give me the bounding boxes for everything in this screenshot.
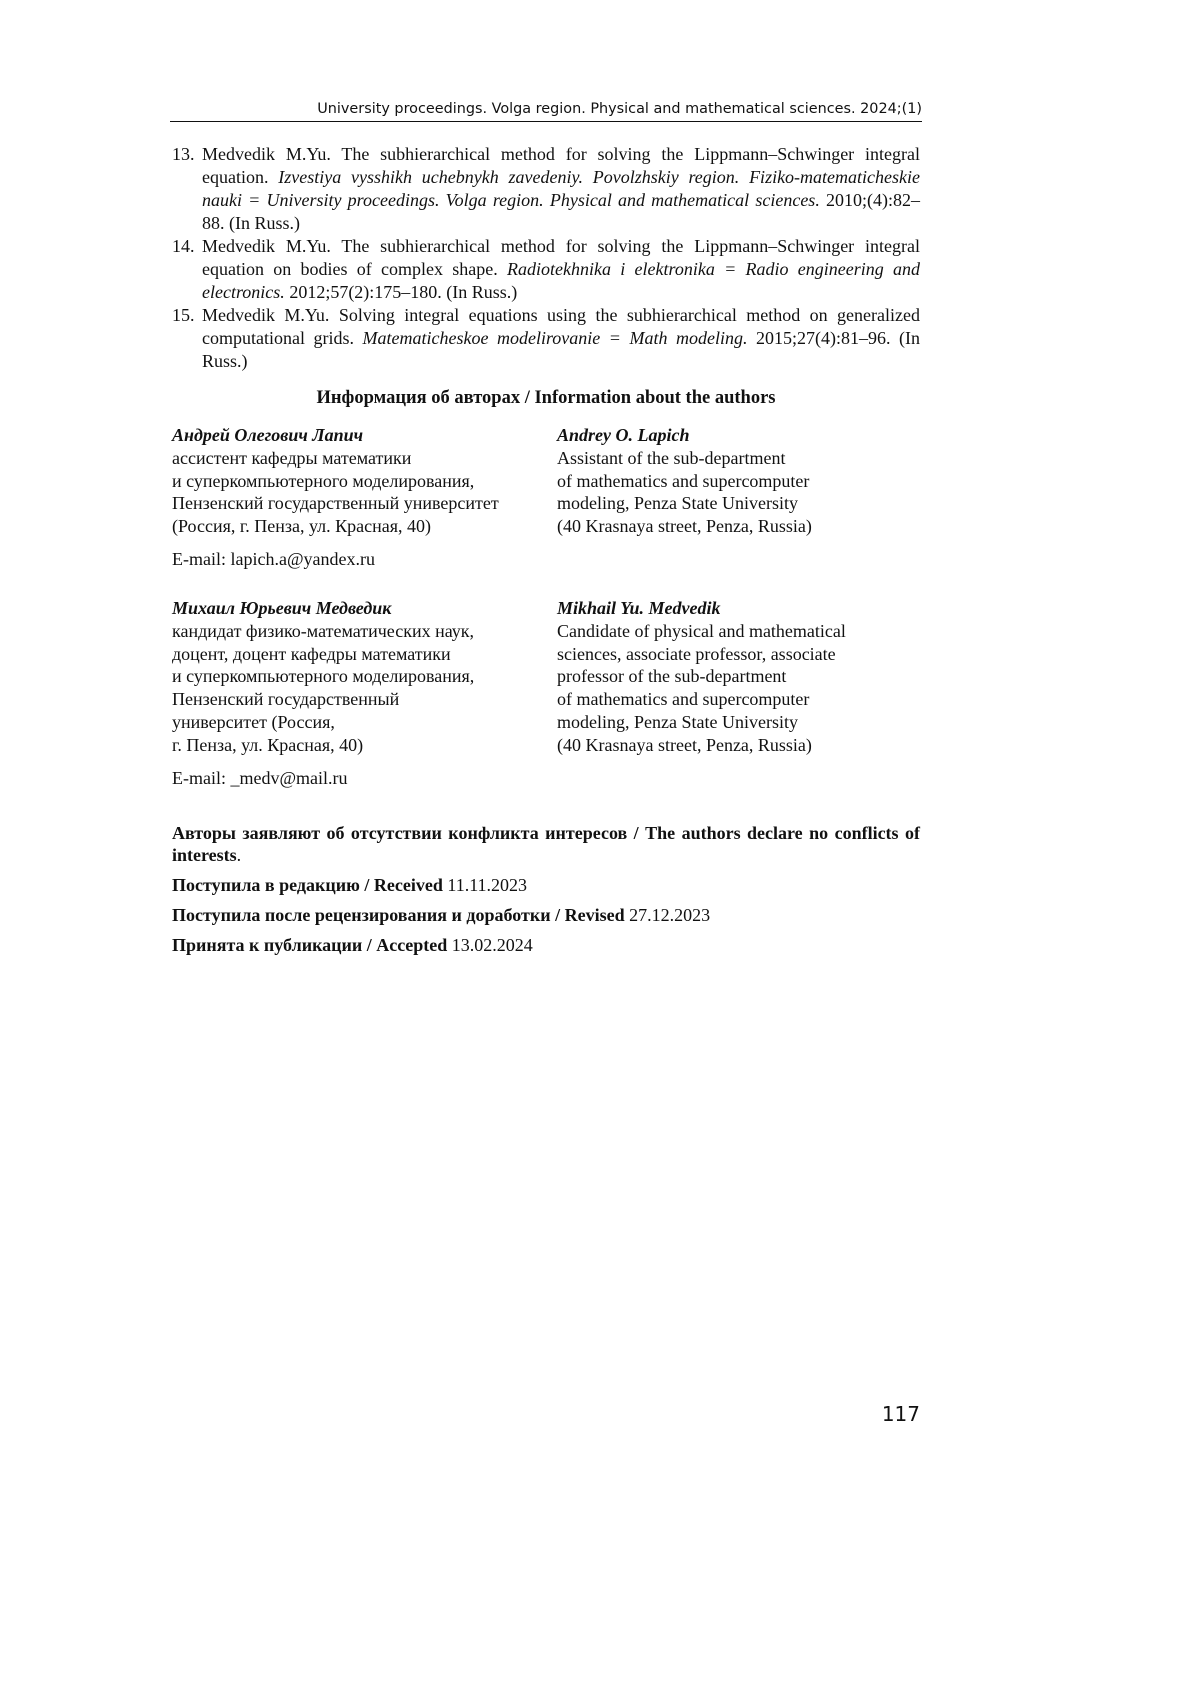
author-2-ru-name: Михаил Юрьевич Медведик — [172, 598, 392, 618]
author-2-email: E-mail: _medv@mail.ru — [172, 767, 348, 788]
author-1-en-line: (40 Krasnaya street, Penza, Russia) — [557, 516, 812, 537]
author-1-email: E-mail: lapich.a@yandex.ru — [172, 548, 376, 569]
author-1-en-line: modeling, Penza State University — [557, 493, 798, 514]
author-2-ru-line: и суперкомпьютерного моделирования, — [172, 666, 475, 687]
author-2-block — [172, 597, 932, 789]
reference-segment: Medvedik M.Yu. Solving integral equations using the subhierarchical method on generalized computational grids. — [202, 305, 920, 348]
author-2-ru-line: доцент, доцент кафедры математики — [172, 643, 451, 664]
reference-segment: 2012;57(2):175–180. (In Russ.) — [284, 282, 518, 302]
page-number: 117 — [881, 1402, 920, 1426]
author-2-en-line: modeling, Penza State University — [557, 711, 798, 732]
reference-number: 13. — [172, 144, 195, 164]
declarations — [172, 822, 920, 964]
received-line — [172, 874, 920, 896]
author-2-en-name: Mikhail Yu. Medvedik — [557, 598, 721, 618]
author-2-en — [557, 597, 917, 757]
author-2-ru — [172, 597, 557, 757]
reference-segment: 2015;27(4):81–96. (In Russ.) — [202, 328, 920, 371]
reference-source: Radiotekhnika i elektronika = Radio engineering and electronics. — [202, 259, 920, 302]
author-1-ru-line: (Россия, г. Пенза, ул. Красная, 40) — [172, 516, 432, 537]
reference-text — [202, 143, 920, 235]
revised-line — [172, 904, 920, 926]
author-1-block — [172, 424, 932, 571]
reference-list — [172, 143, 920, 373]
author-1-ru-name: Андрей Олегович Лапич — [172, 425, 364, 445]
author-2-ru-line: университет (Россия, — [172, 711, 335, 732]
author-1-en-name: Andrey O. Lapich — [557, 425, 690, 445]
author-2-ru-line: Пензенский государственный — [172, 689, 400, 710]
reference-source: Izvestiya vysshikh uchebnykh zavedeniy. Povolzhskiy region. Fiziko-matematicheskie nauki = University proceedings. Volga region. Physical and mathematical sciences. — [202, 167, 921, 210]
accepted-line — [172, 934, 920, 956]
conflict-text: Авторы заявляют об отсутствии конфликта интересов / The authors declare no conflicts of interests — [172, 823, 920, 865]
received-label: Поступила в редакцию / Received — [172, 875, 443, 895]
reference-number: 14. — [172, 236, 195, 256]
conflict-statement — [172, 822, 920, 866]
revised-date: 27.12.2023 — [624, 905, 711, 925]
reference-text — [202, 235, 920, 304]
author-2-ru-line: кандидат физико-математических наук, — [172, 620, 475, 641]
authors-section-title: Информация об авторах / Information about the authors — [316, 388, 776, 408]
reference-segment: Medvedik M.Yu. The subhierarchical method for solving the Lippmann–Schwinger integral equation on bodies of complex shape. — [202, 236, 920, 279]
received-date: 11.11.2023 — [442, 875, 528, 895]
reference-number: 15. — [172, 305, 195, 325]
reference-segment: 2010;(4):82–88. (In Russ.) — [202, 190, 920, 233]
reference-source: Matematicheskoe modelirovanie = Math modeling. — [362, 328, 748, 348]
author-2-en-line: professor of the sub-department — [557, 666, 787, 687]
author-2-en-line: (40 Krasnaya street, Penza, Russia) — [557, 734, 812, 755]
conflict-end: . — [236, 845, 242, 865]
reference-segment: Medvedik M.Yu. The subhierarchical method for solving the Lippmann–Schwinger integral equation. — [202, 144, 920, 187]
reference-item — [172, 235, 920, 304]
reference-item — [172, 143, 920, 235]
author-2-en-line: sciences, associate professor, associate — [557, 643, 836, 664]
author-2-en-line: of mathematics and supercomputer — [557, 689, 810, 710]
accepted-label: Принята к публикации / Accepted — [172, 935, 448, 955]
author-1-ru-line: Пензенский государственный университет — [172, 493, 499, 514]
author-1-en-line: Assistant of the sub-department — [557, 447, 786, 468]
author-2-en-line: Candidate of physical and mathematical — [557, 620, 846, 641]
author-1-en-line: of mathematics and supercomputer — [557, 470, 810, 491]
reference-item — [172, 304, 920, 373]
revised-label: Поступила после рецензирования и доработки / Revised — [172, 905, 625, 925]
author-1-ru-line: ассистент кафедры математики — [172, 447, 412, 468]
accepted-date: 13.02.2024 — [447, 935, 533, 955]
reference-text — [202, 304, 920, 373]
author-1-ru-line: и суперкомпьютерного моделирования, — [172, 470, 475, 491]
author-1-ru — [172, 424, 557, 538]
author-1-en — [557, 424, 917, 538]
author-2-ru-line: г. Пенза, ул. Красная, 40) — [172, 734, 364, 755]
running-header: University proceedings. Volga region. Physical and mathematical sciences. 2024;(1) — [170, 101, 922, 122]
